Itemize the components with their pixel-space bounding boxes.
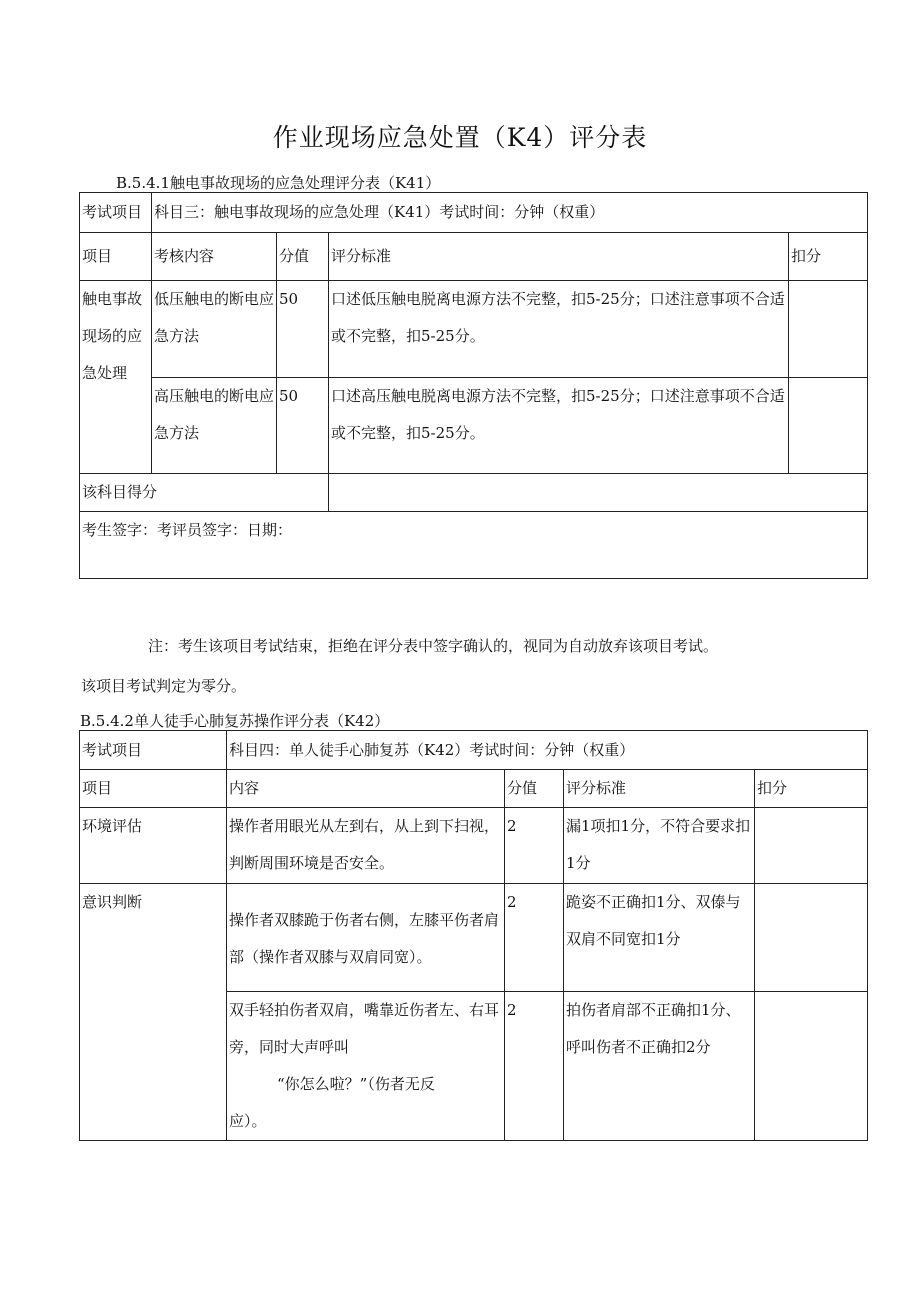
score-cell: 2 bbox=[505, 808, 564, 884]
k41-score-table bbox=[79, 192, 868, 579]
header-item: 项目 bbox=[80, 233, 152, 281]
exam-item-value: 科目四：单人徒手心肺复苏（K42）考试时间：分钟（权重） bbox=[227, 731, 868, 770]
content-line: 应）。 bbox=[229, 1112, 267, 1130]
content-line: 双手轻拍伤者双肩，嘴靠近伤者左、右耳旁，同时大声呼叫 bbox=[229, 1001, 500, 1056]
score-cell: 2 bbox=[505, 992, 564, 1141]
section2-caption: B.5.4.2单人徒手心肺复苏操作评分表（K42） bbox=[80, 712, 390, 730]
criteria-cell: 口述低压触电脱离电源方法不完整，扣5-25分；口述注意事项不合适或不完整，扣5-25分。 bbox=[329, 281, 789, 378]
deduct-cell[interactable] bbox=[755, 992, 868, 1141]
content-cell: 高压触电的断电应急方法 bbox=[152, 378, 277, 474]
criteria-cell: 漏1项扣1分，不符合要求扣1分 bbox=[564, 808, 755, 884]
header-criteria: 评分标准 bbox=[564, 770, 755, 808]
score-cell: 2 bbox=[505, 884, 564, 992]
criteria-cell: 口述高压触电脱离电源方法不完整，扣5-25分；口述注意事项不合适或不完整，扣5-25分。 bbox=[329, 378, 789, 474]
score-cell: 50 bbox=[277, 378, 329, 474]
header-score: 分值 bbox=[505, 770, 564, 808]
header-deduct: 扣分 bbox=[789, 233, 868, 281]
score-cell: 50 bbox=[277, 281, 329, 378]
item-cell: 环境评估 bbox=[80, 808, 227, 884]
content-cell: 操作者双膝跪于伤者右侧，左膝平伤者肩部（操作者双膝与双肩同宽）。 bbox=[227, 884, 505, 992]
signature-line: 考生签字：考评员签字：日期： bbox=[80, 512, 868, 579]
deduct-cell[interactable] bbox=[789, 281, 868, 378]
header-item: 项目 bbox=[80, 770, 227, 808]
exam-item-label: 考试项目 bbox=[80, 731, 227, 770]
group-label: 触电事故现场的应急处理 bbox=[80, 281, 152, 474]
item-cell: 意识判断 bbox=[80, 884, 227, 1141]
deduct-cell[interactable] bbox=[755, 884, 868, 992]
header-content: 考核内容 bbox=[152, 233, 277, 281]
section1-caption: B.5.4.1触电事故现场的应急处理评分表（K41） bbox=[116, 174, 441, 192]
header-score: 分值 bbox=[277, 233, 329, 281]
content-cell: 操作者用眼光从左到右，从上到下扫视，判断周围环境是否安全。 bbox=[227, 808, 505, 884]
criteria-cell: 拍伤者肩部不正确扣1分、呼叫伤者不正确扣2分 bbox=[564, 992, 755, 1141]
note-line-2: 该项目考试判定为零分。 bbox=[81, 677, 247, 695]
header-criteria: 评分标准 bbox=[329, 233, 789, 281]
page-title: 作业现场应急处置（K4）评分表 bbox=[272, 123, 648, 152]
content-cell: 低压触电的断电应急方法 bbox=[152, 281, 277, 378]
header-deduct: 扣分 bbox=[755, 770, 868, 808]
subject-score-label: 该科目得分 bbox=[80, 474, 329, 512]
content-cell bbox=[227, 992, 505, 1141]
content-line: “你怎么啦？”（伤者无反 bbox=[277, 1075, 435, 1093]
exam-item-value: 科目三：触电事故现场的应急处理（K41）考试时间：分钟（权重） bbox=[152, 193, 868, 233]
deduct-cell[interactable] bbox=[789, 378, 868, 474]
criteria-cell: 跪姿不正确扣1分、双傣与双肩不同宽扣1分 bbox=[564, 884, 755, 992]
header-content: 内容 bbox=[227, 770, 505, 808]
note-line-1: 注：考生该项目考试结束，拒绝在评分表中签字确认的，视同为自动放弃该项目考试。 bbox=[148, 637, 719, 655]
subject-score-value[interactable] bbox=[329, 474, 868, 512]
k42-score-table bbox=[79, 730, 868, 1141]
deduct-cell[interactable] bbox=[755, 808, 868, 884]
exam-item-label: 考试项目 bbox=[80, 193, 152, 233]
